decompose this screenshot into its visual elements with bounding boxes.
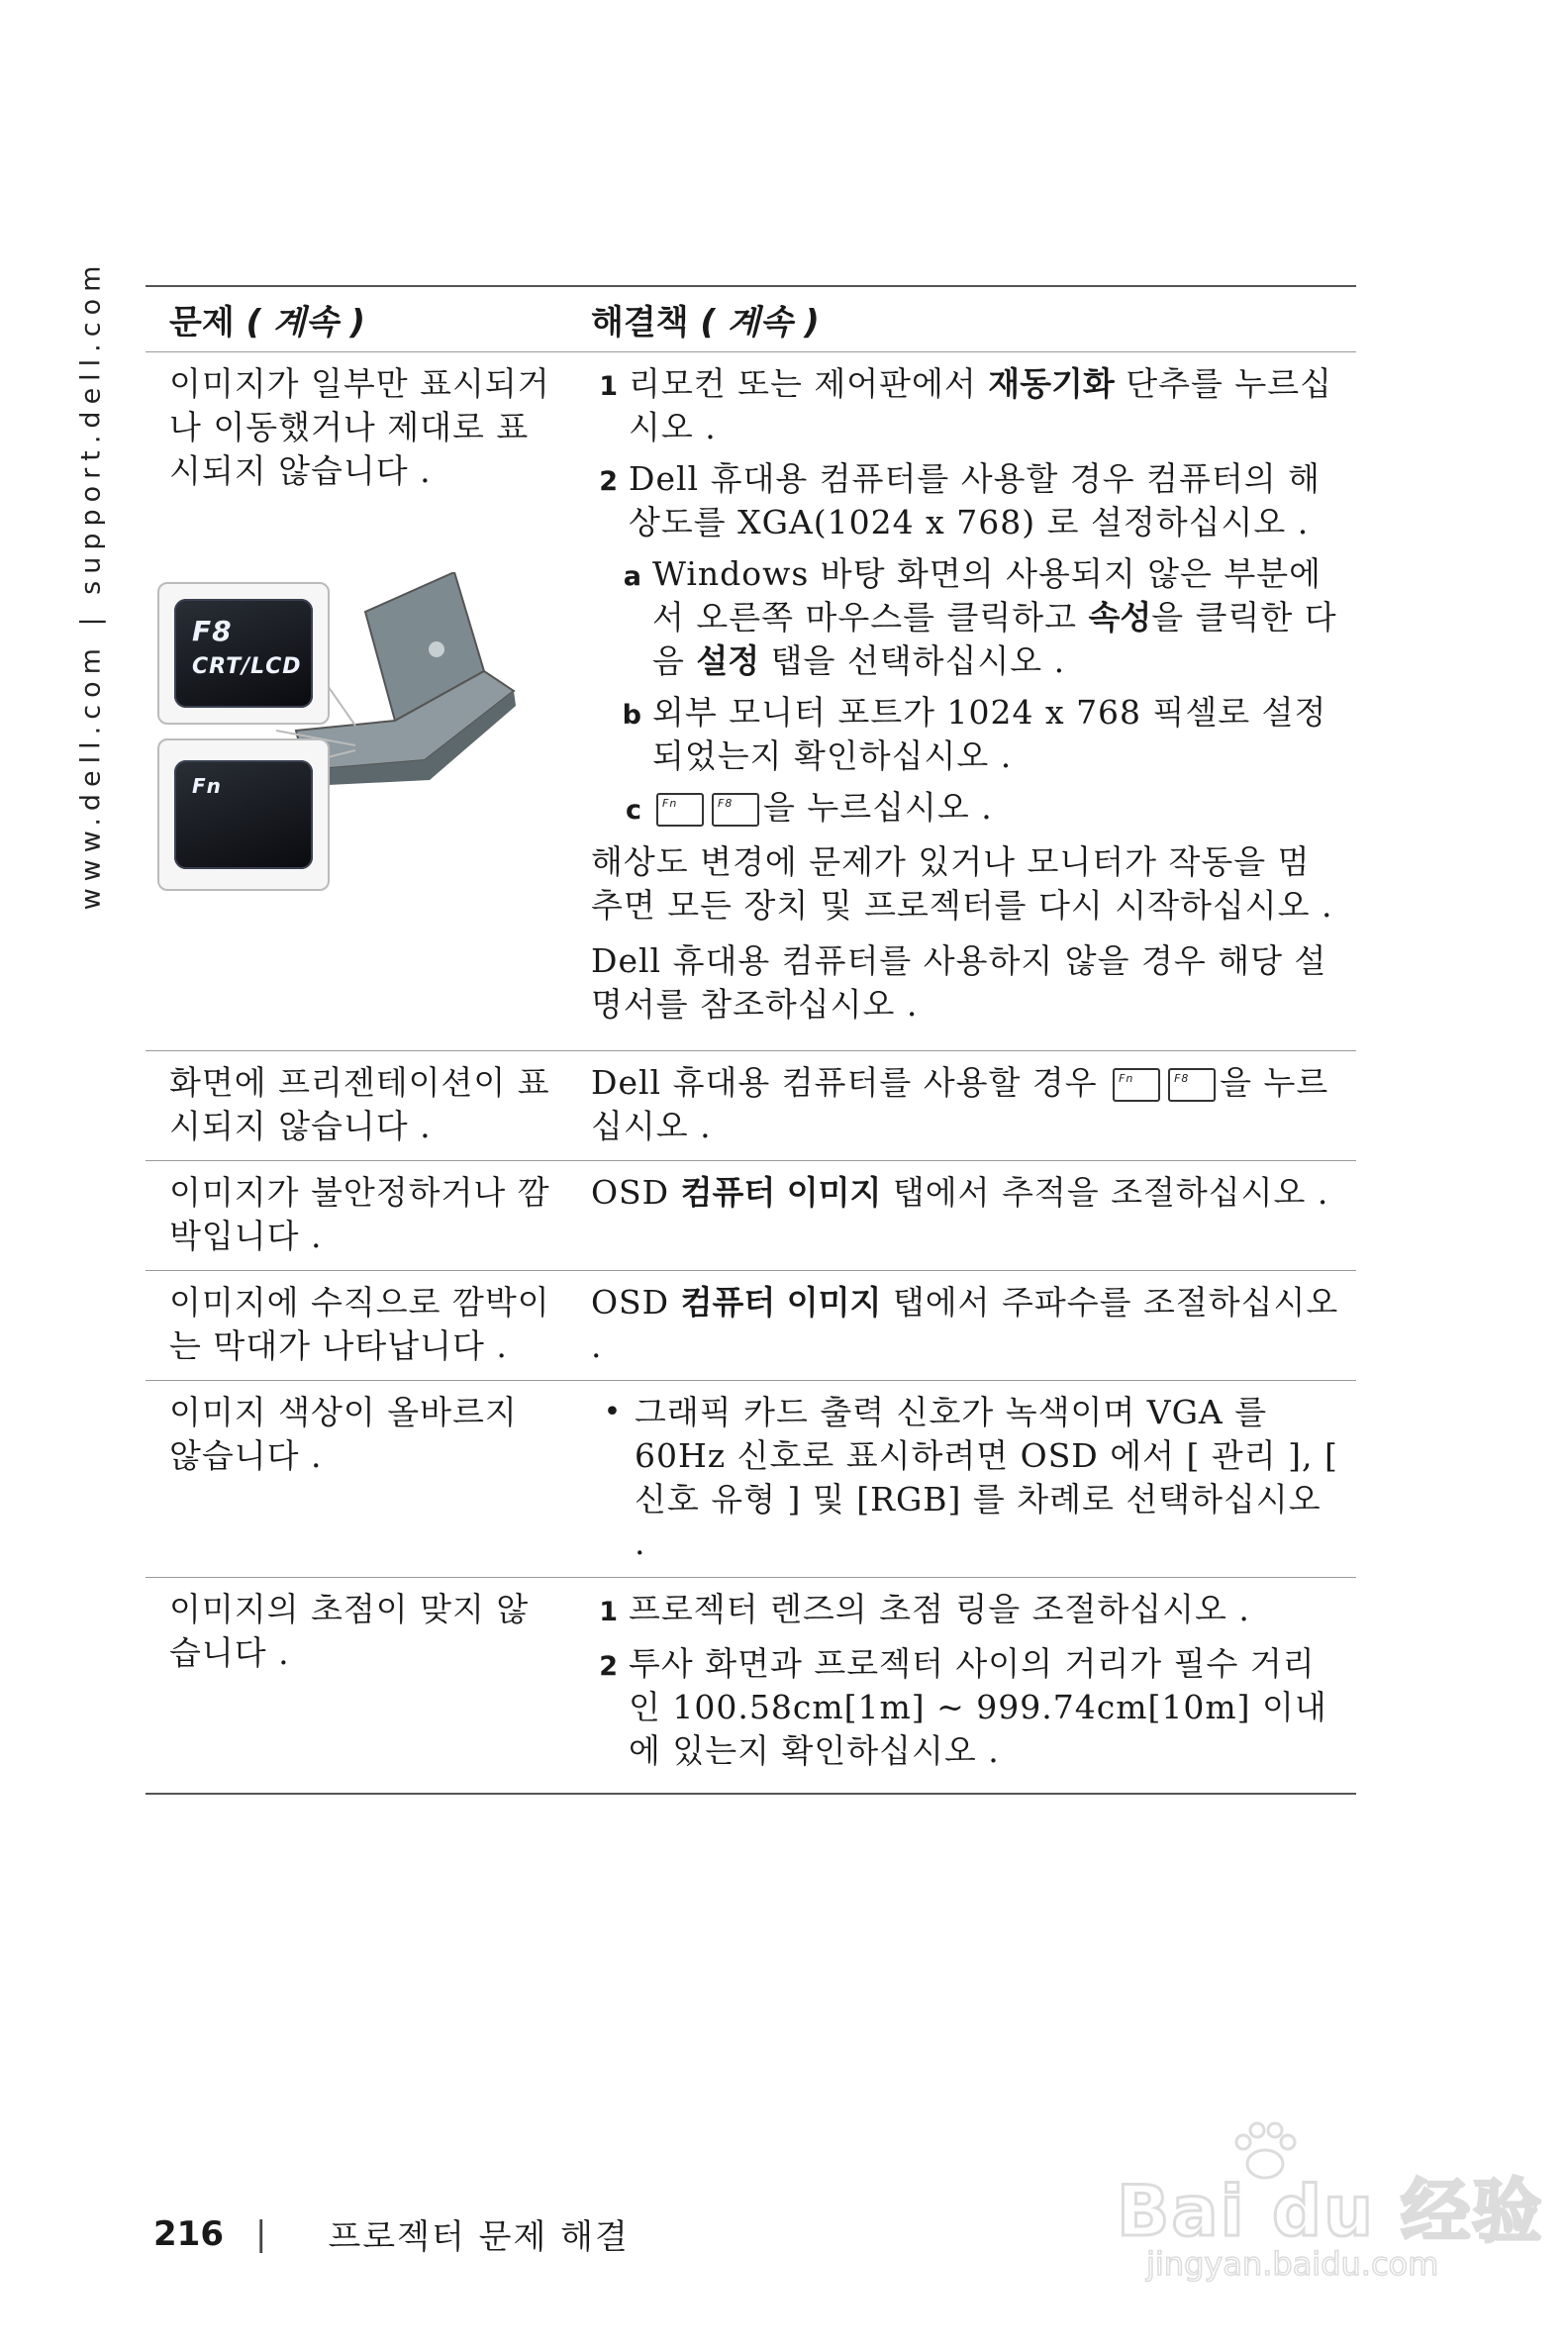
footer-separator: |	[254, 2213, 267, 2254]
table-row	[146, 1380, 1356, 1577]
problem-cell: 이미지가 일부만 표시되거나 이동했거나 제대로 표시되지 않습니다 . F8 CRT/LCD Fn	[146, 352, 577, 1050]
problem-cell: 이미지에 수직으로 깜박이는 막대가 나타납니다 .	[169, 1283, 550, 1365]
fn-f8-key-illustration	[157, 572, 534, 899]
watermark-brand: Bai du 经验	[1117, 2171, 1544, 2252]
step-2a: a Windows 바탕 화면의 사용되지 않은 부분에서 오른쪽 마우스를 클릭하고 속성을 클릭한 다음 설정 탭을 선택하십시오 .	[623, 554, 1337, 680]
page-number: 216	[153, 2213, 224, 2254]
bullet-icon: •	[603, 1395, 623, 1429]
solution-cell: Dell 휴대용 컴퓨터를 사용할 경우 FnF8 을 누르십시오 .	[577, 1051, 1356, 1160]
problem-cell: 화면에 프리젠테이션이 표시되지 않습니다 .	[169, 1063, 550, 1145]
table-header	[146, 287, 1356, 351]
table-row	[146, 1050, 1356, 1160]
fn-key-icon	[1113, 1068, 1160, 1102]
fn-key: Fn	[157, 738, 330, 891]
step-1: 1 리모컨 또는 제어판에서 재동기화 단추를 누르십시오 .	[599, 364, 1333, 446]
fn-key-icon	[656, 793, 704, 827]
problem-cell: 이미지가 불안정하거나 깜박입니다 .	[169, 1173, 550, 1255]
step-2: 2 Dell 휴대용 컴퓨터를 사용할 경우 컴퓨터의 해상도를 XGA(1024 x 768) 로 설정하십시오 .	[599, 459, 1321, 541]
problem-header: 문제 ( 계속 )	[169, 303, 365, 343]
watermark	[1117, 2116, 1544, 2295]
problem-cell: 이미지의 초점이 맞지 않습니다 .	[169, 1590, 530, 1672]
problem-cell: 이미지 색상이 올바르지 않습니다 .	[169, 1393, 518, 1475]
solution-cell: OSD 컴퓨터 이미지 탭에서 주파수를 조절하십시오 .	[591, 1283, 1339, 1365]
f8-key-icon	[1168, 1068, 1216, 1102]
side-url: www.dell.com | support.dell.com	[75, 258, 107, 910]
solution-cell: OSD 컴퓨터 이미지 탭에서 추적을 조절하십시오 .	[591, 1173, 1329, 1212]
solution-cell	[577, 352, 1356, 1050]
table-row	[146, 1577, 1356, 1793]
f8-key: F8 CRT/LCD	[157, 582, 330, 725]
step-2b: b 외부 모니터 포트가 1024 x 768 픽셀로 설정되었는지 확인하십시오 .	[622, 693, 1327, 775]
solution-header: 해결책 ( 계속 )	[591, 303, 820, 343]
step-1: 1 프로젝터 렌즈의 초점 링을 조절하십시오 .	[599, 1590, 1250, 1628]
solution-cell: • 그래픽 카드 출력 신호가 녹색이며 VGA 를 60Hz 신호로 표시하려면 OSD 에서 [ 관리 ], [ 신호 유형 ] 및 [RGB] 를 차례로 선택하십시오 .	[577, 1381, 1356, 1577]
table-row	[146, 1160, 1356, 1270]
watermark-url: jingyan.baidu.com	[1146, 2245, 1439, 2283]
step-2: 2 투사 화면과 프로젝터 사이의 거리가 필수 거리인 100.58cm[1m] ~ 999.74cm[10m] 이내에 있는지 확인하십시오 .	[599, 1644, 1327, 1770]
troubleshooting-table	[146, 285, 1356, 1795]
chapter-title: 프로젝터 문제 해결	[328, 2217, 630, 2257]
page-footer	[153, 2209, 630, 2258]
step-2c: c FnF8 을 누르십시오 .	[591, 786, 1342, 833]
manual-note: Dell 휴대용 컴퓨터를 사용하지 않을 경우 해당 설명서를 참조하십시오 .	[591, 941, 1327, 1024]
solution-cell	[577, 1578, 1356, 1793]
f8-key-icon	[712, 793, 759, 827]
table-row	[146, 351, 1356, 1050]
restart-note: 해상도 변경에 문제가 있거나 모니터가 작동을 멈추면 모든 장치 및 프로젝터를 다시 시작하십시오 .	[591, 842, 1333, 925]
table-row	[146, 1270, 1356, 1380]
